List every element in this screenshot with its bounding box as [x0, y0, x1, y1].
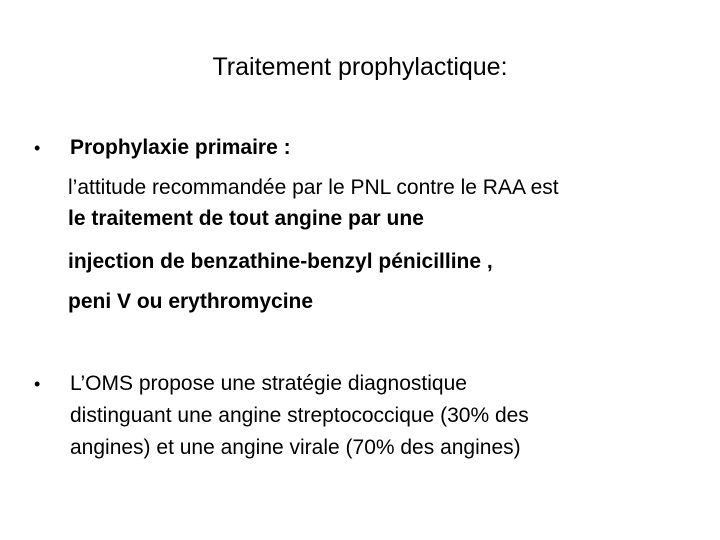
slide-title: Traitement prophylactique:: [212, 53, 508, 81]
bullet2-line1: L’OMS propose une stratégie diagnostique: [70, 372, 467, 395]
bullet1-line3: injection de benzathine-benzyl pénicilline ,: [68, 250, 493, 273]
bullet1-line4: peni V ou erythromycine: [68, 290, 314, 313]
bullet1-line2: le traitement de tout angine par une: [68, 207, 424, 230]
bullet-dot-1: •: [34, 138, 41, 158]
bullet1-line1: l’attitude recommandée par le PNL contre le RAA est: [68, 176, 559, 199]
bullet2-line3: angines) et une angine virale (70% des angines): [70, 436, 521, 459]
bullet2-line2: distinguant une angine streptococcique (30% des: [70, 404, 529, 427]
bullet-dot-2: •: [34, 374, 41, 394]
bullet1-heading: Prophylaxie primaire :: [70, 136, 291, 159]
